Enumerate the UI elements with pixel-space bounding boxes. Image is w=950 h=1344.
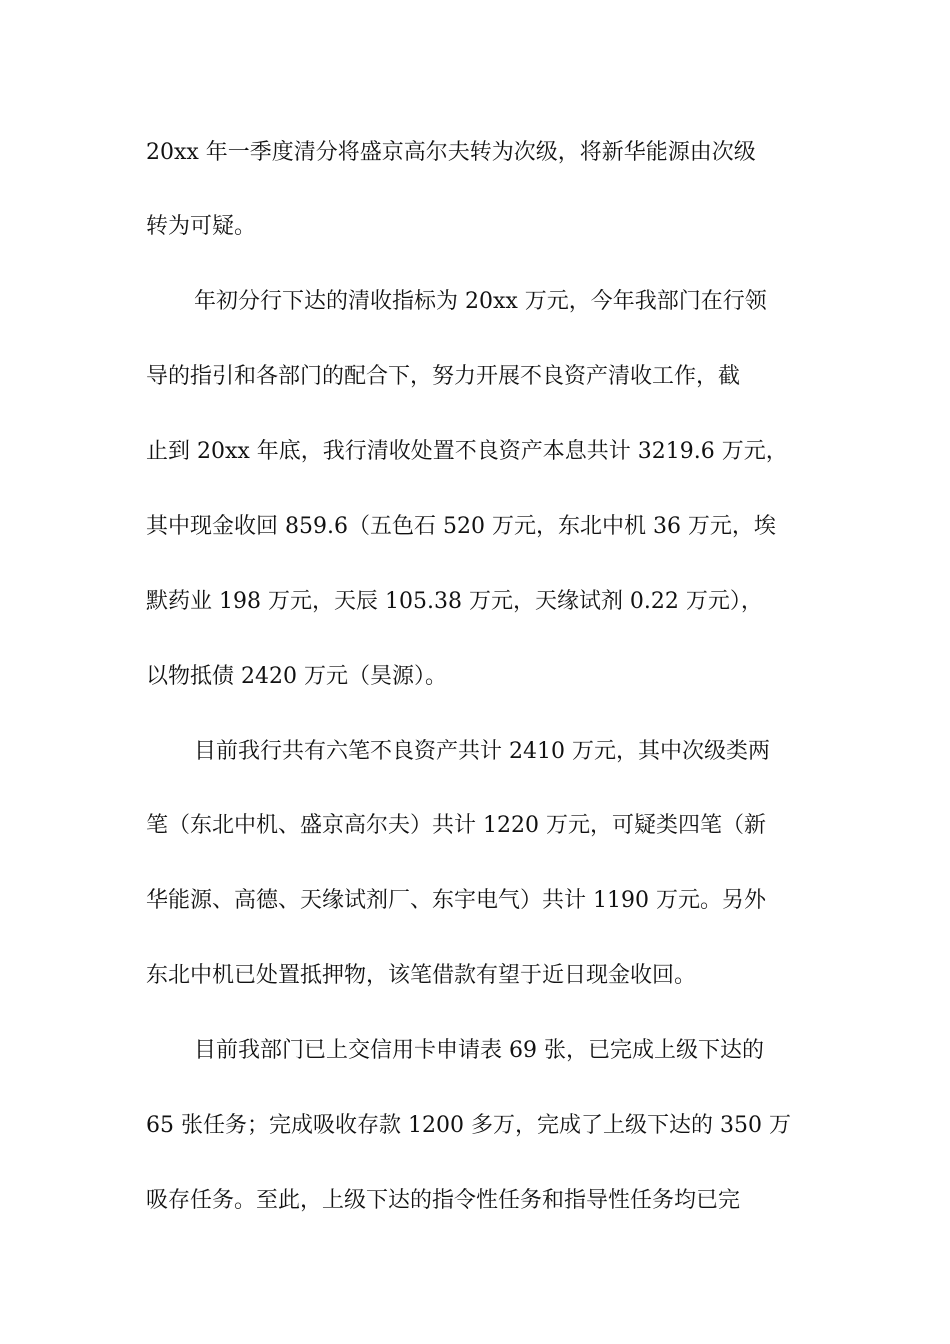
text-line: 65 张任务；完成吸收存款 1200 多万，完成了上级下达的 350 万: [146, 1113, 791, 1138]
text-line: 20xx 年一季度清分将盛京高尔夫转为次级，将新华能源由次级: [146, 140, 756, 165]
text-line: 华能源、高德、天缘试剂厂、东宇电气）共计 1190 万元。另外: [146, 888, 766, 913]
text-line: 止到 20xx 年底，我行清收处置不良资产本息共计 3219.6 万元，: [146, 439, 788, 464]
text-line: 吸存任务。至此，上级下达的指令性任务和指导性任务均已完: [146, 1188, 741, 1213]
text-line: 默药业 198 万元，天辰 105.38 万元，天缘试剂 0.22 万元），: [146, 589, 763, 614]
text-line: 其中现金收回 859.6（五色石 520 万元，东北中机 36 万元，埃: [146, 514, 776, 539]
text-line: 笔（东北中机、盛京高尔夫）共计 1220 万元，可疑类四笔（新: [146, 813, 766, 838]
text-line: 东北中机已处置抵押物，该笔借款有望于近日现金收回。: [146, 963, 697, 988]
text-line: 转为可疑。: [146, 214, 257, 239]
text-line: 目前我部门已上交信用卡申请表 69 张，已完成上级下达的: [194, 1038, 764, 1063]
text-line: 年初分行下达的清收指标为 20xx 万元，今年我部门在行领: [194, 289, 767, 314]
text-line: 目前我行共有六笔不良资产共计 2410 万元，其中次级类两: [194, 739, 770, 764]
text-line: 导的指引和各部门的配合下，努力开展不良资产清收工作，截: [146, 364, 741, 389]
text-line: 以物抵债 2420 万元（昊源）。: [146, 664, 447, 689]
